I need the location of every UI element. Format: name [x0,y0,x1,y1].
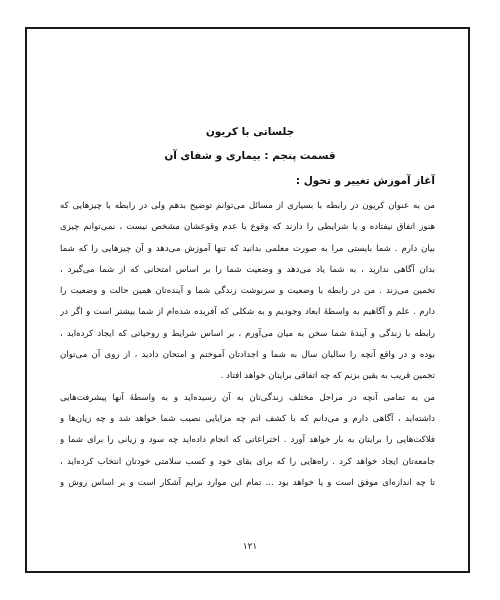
text-line: فلاکت‌هایی را برایتان به بار خواهد آورد . اختراعاتی که انجام داده‌اید چه سود و زیانی را برای شما و [60,435,435,446]
body-text [60,196,435,494]
text-line: تا چه اندازه‌ای موفق است و یا خواهد بود ... تمام این موارد برایم آشکار است و بر اساس روش و [60,477,435,488]
text-line: تخمین قریب به یقین بزنم که چه اتفاقی برایتان خواهد افتاد . [220,371,435,382]
text-line: من به عنوان کریون در رابطه با بسیاری از مسائل می‌توانم توضیح بدهم ولی در رابطه با چیزهایی که [60,201,435,211]
paragraph-2 [60,388,435,494]
document-title: جلساتی با کریون [205,126,295,138]
document-subtitle: قسمت پنجم : بیماری و شفای آن [164,150,336,162]
text-line: بیان دارم . شما بایستی مرا به صورت معلمی بدانید که تنها آموزش می‌دهد و آن چیزهایی را که شما [60,243,435,254]
text-line: من به تمامی آنچه در مراحل مختلف زندگی‌تان به آن رسیده‌اید و به واسطهٔ آنها پیشرفت‌هایی [60,392,435,403]
section-heading: آغاز آموزش تغییر و تحول : [295,175,435,187]
text-line: هنوز اتفاق نیفتاده و یا شرایطی را دارند که وقوع یا عدم وقوعشان مشخص نیست ، نمی‌توانم چیزی [60,222,435,233]
text-line: رابطه با زندگی و آیندهٔ شما سخن به میان می‌آورم ، بر اساس شرایط و روحیاتی که ایجاد کرده‌اید ، [60,328,435,339]
text-line: داشته‌اید ، آگاهی دارم و می‌دانم که با کشف اتم چه مزایایی نصیب شما خواهد شد و چه زیان‌ها و [60,413,435,424]
text-line: دارم . علم و آگاهیم به واسطهٔ ابعاد وجودیم و به شکلی که آفریده شده‌ام از شما بیشتر است و اگر در [60,307,435,318]
text-line: تخمین می‌زند . من در رابطه با وضعیت و سرنوشت زندگی شما و آینده‌تان همین حالت و وضعیت را [60,286,435,297]
text-line: جامعه‌تان ایجاد خواهد کرد . راه‌هایی را که برای بقای خود و کسب سلامتی خودتان انتخاب کرده‌اید ، [60,456,435,467]
paragraph-1 [60,196,435,388]
text-line: بدان آگاهی ندارید ، به شما یاد می‌دهد و وضعیت شما را بر اساس امتحانی که از شما می‌گیرد ، [60,264,435,275]
text-line: بوده و در واقع آنچه را سالیان سال به شما و اجدادتان آموختم و امتحان دادید ، از روی آن می‌توان [60,350,435,361]
page-number: ۱۲۱ [242,542,258,552]
